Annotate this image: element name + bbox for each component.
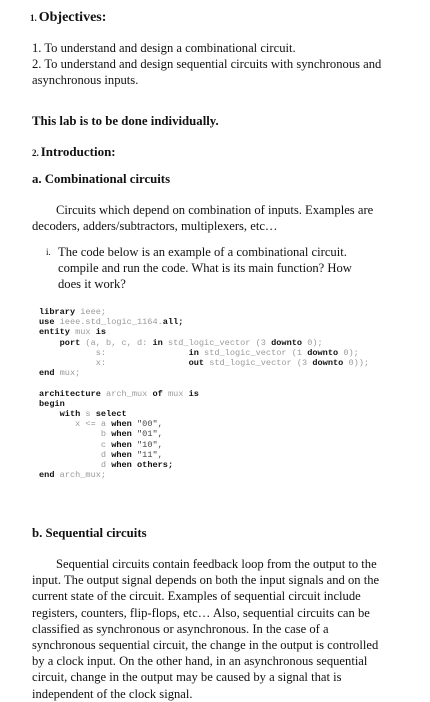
code-token: port [39,337,86,348]
code-line [39,409,369,419]
code-token: in [152,337,168,348]
code-token: mux [75,327,96,338]
code-line [39,440,369,450]
code-line [39,429,369,439]
code-token: mux; [59,368,81,379]
code-token: d [39,449,112,460]
code-line [39,368,369,378]
code-token: with [39,409,86,420]
code-token: mux [167,388,189,399]
code-token: "00", [137,419,163,430]
code-line [39,389,369,399]
vhdl-code-block [39,307,369,480]
sequential-paragraph: Sequential circuits contain feedback loop from the output to the input. The output signal depends on both the input signals and on the current state of the circuit. Examples of sequential circuit include registers, counters, flip-flops, etc… Also, sequential circuits can be classified as synchronous or asynchronous. In the case of a synchronous sequential circuit, the change in the output is controlled by a clock input. On the other hand, in an asynchronous sequential circuit, change in the output may be caused by a signal that is independent of the clock signal. [32,557,380,701]
code-token: when [111,429,137,440]
objectives-list [32,40,417,88]
code-token: "11", [137,449,163,460]
code-line [39,358,369,368]
code-token: s: [39,347,189,358]
code-token: library [39,307,81,317]
code-token: out [188,358,210,369]
code-token: (a, b, c, d: [85,337,153,348]
code-line [39,470,369,480]
code-line [39,348,369,358]
code-token: all [162,317,179,328]
objectives-heading [30,10,106,26]
individual-notice: This lab is to be done individually. [32,114,219,128]
code-line [39,317,369,327]
code-token: s [85,409,96,420]
code-token: in [188,347,205,358]
code-token: others; [137,460,174,471]
code-token: when [111,449,137,460]
combinational-paragraph: Circuits which depend on combination of inputs. Examples are decoders, adders/subtractors, multiplexers, etc… [32,203,374,233]
objectives-title: Objectives: [38,10,107,25]
code-token: c [39,439,112,450]
code-token: std_logic_vector (1 [204,347,308,358]
code-token: x <= a [39,419,112,430]
question-number: i. [46,247,51,257]
code-token: ; [178,317,184,328]
code-token: architecture [39,388,107,399]
code-token: std_logic_vector (3 [209,358,313,369]
code-line [39,378,369,388]
code-token: select [95,409,127,420]
code-token: 0)); [348,358,370,369]
code-token: x: [39,358,189,369]
code-token: end [39,470,60,481]
code-token: downto [271,337,308,348]
code-token: ieee.std_logic_1164. [59,317,163,328]
code-token: arch_mux; [59,470,107,481]
code-line [39,338,369,348]
code-line [39,327,369,337]
introduction-title: Introduction: [40,144,116,159]
code-token: downto [312,358,349,369]
code-line [39,399,369,409]
introduction-number: 2. [32,148,39,158]
code-line [39,460,369,470]
code-token: when [111,460,137,471]
code-line [39,450,369,460]
objective-item-1: 1. To understand and design a combinational circuit. [32,41,296,55]
introduction-heading [32,144,116,160]
objective-item-2: 2. To understand and design sequential circuits with synchronous and asynchronous inputs. [32,57,382,87]
code-token: arch_mux [106,388,153,399]
combinational-question [48,244,378,292]
code-token: use [39,317,60,328]
code-token: when [111,439,137,450]
code-token: entity [39,327,76,338]
code-token: begin [39,398,65,409]
code-line [39,419,369,429]
question-text: The code below is an example of a combinational circuit. compile and run the code. What is its main function? How does it work? [58,245,352,291]
code-token: is [95,327,107,338]
code-token: 0); [307,337,323,348]
code-token: end [39,368,60,379]
sequential-heading: b. Sequential circuits [32,526,147,540]
objectives-number: 1. [30,13,37,23]
code-token: 0); [343,347,359,358]
code-token: is [188,388,199,399]
code-token: std_logic_vector (3 [167,337,272,348]
combinational-heading: a. Combinational circuits [32,172,171,186]
code-token: downto [307,347,344,358]
code-line [39,307,369,317]
code-token: "10", [137,439,163,450]
code-token: b [39,429,112,440]
code-token: d [39,460,112,471]
code-token: ieee; [80,307,107,317]
code-token: of [152,388,168,399]
code-token: "01", [137,429,163,440]
code-token: when [111,419,137,430]
